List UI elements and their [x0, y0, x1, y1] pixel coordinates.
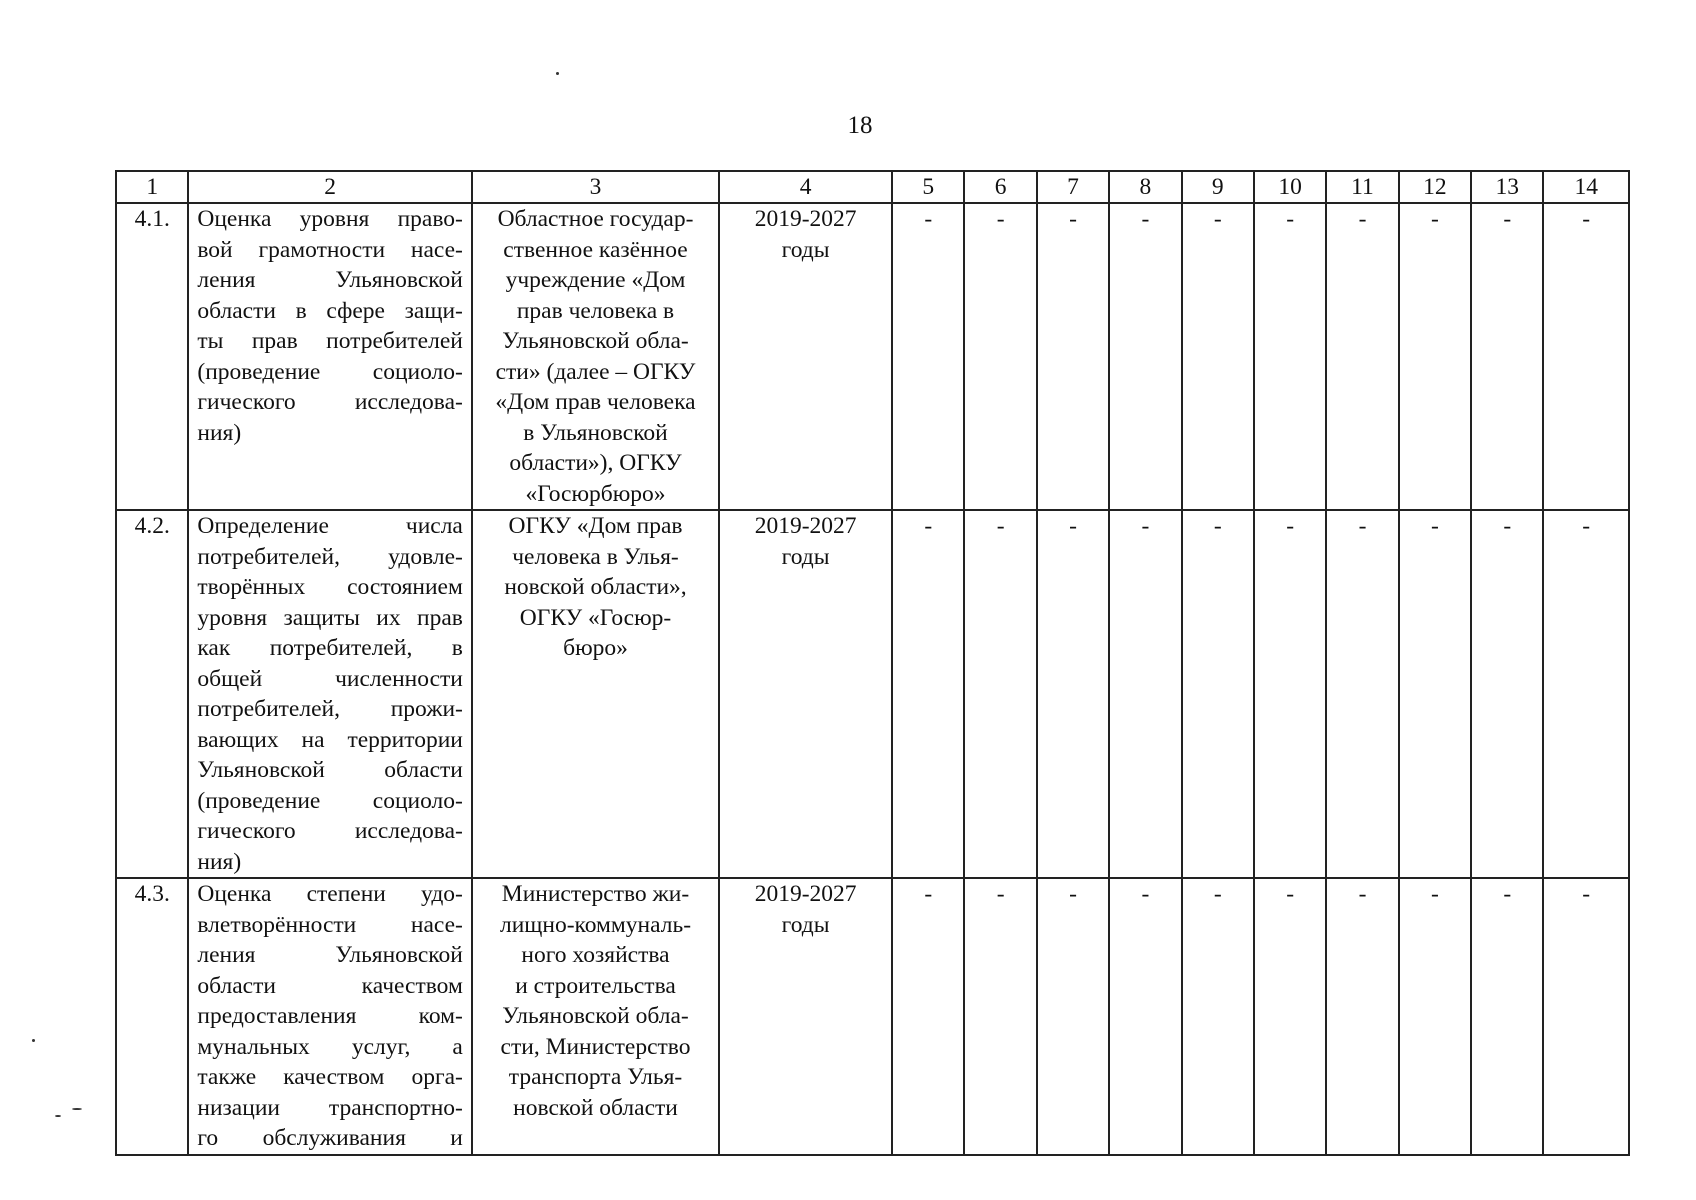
description-line: ления Ульяновской	[197, 942, 463, 968]
responsible-line: сти» (далее – ОГКУ	[495, 358, 696, 385]
description-line: гического исследова-	[197, 389, 463, 415]
responsible-line: учреждение «Дом	[505, 267, 686, 293]
value-cell: -	[1109, 878, 1181, 1155]
years-line: 2019-2027	[754, 206, 857, 232]
implementation-years	[719, 878, 892, 1155]
column-header: 12	[1399, 171, 1471, 203]
column-header: 13	[1471, 171, 1543, 203]
responsible-line: Ульяновской обла-	[502, 328, 689, 354]
value-cell: -	[1543, 203, 1629, 510]
column-header: 1	[116, 171, 188, 203]
responsible-line: Ульяновской обла-	[502, 1003, 689, 1029]
description-line: общей численности	[197, 665, 463, 692]
description-line: творённых состоянием	[197, 574, 463, 600]
description-line: ления Ульяновской	[197, 267, 463, 293]
responsible-line: новской области»,	[504, 574, 687, 600]
responsible-line: и строительства	[515, 972, 676, 999]
responsible-line: Министерство жи-	[501, 881, 690, 907]
years-line: 2019-2027	[754, 881, 857, 907]
table-row	[116, 878, 1629, 1155]
value-cell: -	[1037, 510, 1109, 878]
column-header: 5	[892, 171, 964, 203]
responsible-line: ОГКУ «Госюр-	[519, 604, 672, 631]
value-cell: -	[1326, 878, 1398, 1155]
responsible-line: «Дом прав человека	[495, 389, 696, 415]
description-line: предоставления ком-	[197, 1003, 463, 1029]
value-cell: -	[1471, 878, 1543, 1155]
responsible-line: транспорта Улья-	[508, 1064, 683, 1090]
description-line: области качеством	[197, 972, 463, 999]
column-header: 14	[1543, 171, 1629, 203]
value-cell: -	[1326, 203, 1398, 510]
description-line: Оценка уровня право-	[197, 206, 463, 232]
activity-description	[188, 510, 471, 878]
description-line: потребителей, удовле-	[197, 543, 463, 570]
description-line: гического исследова-	[197, 818, 463, 844]
value-cell: -	[1037, 203, 1109, 510]
table-row	[116, 203, 1629, 510]
description-line: области в сфере защи-	[197, 297, 463, 324]
responsible-line: «Госюрбюро»	[525, 480, 666, 507]
value-cell: -	[1037, 878, 1109, 1155]
value-cell: -	[964, 878, 1036, 1155]
value-cell: -	[1543, 878, 1629, 1155]
description-line: как потребителей, в	[197, 635, 463, 661]
value-cell: -	[1399, 878, 1471, 1155]
column-header: 3	[472, 171, 719, 203]
column-header: 11	[1326, 171, 1398, 203]
description-line: влетворённости насе-	[197, 911, 463, 938]
responsible-executor	[472, 203, 719, 510]
responsible-line: Областное государ-	[497, 206, 694, 232]
column-header: 8	[1109, 171, 1181, 203]
value-cell: -	[892, 510, 964, 878]
header-row	[116, 171, 1629, 203]
value-cell: -	[1399, 203, 1471, 510]
scan-speck	[55, 1115, 61, 1117]
responsible-line: новской области	[513, 1094, 678, 1121]
scan-speck	[72, 1108, 82, 1110]
value-cell: -	[964, 510, 1036, 878]
value-cell: -	[1109, 510, 1181, 878]
column-header: 6	[964, 171, 1036, 203]
description-line: ния)	[197, 848, 242, 875]
implementation-years	[719, 203, 892, 510]
scan-speck	[32, 1039, 35, 1042]
value-cell: -	[1182, 878, 1254, 1155]
value-cell: -	[1399, 510, 1471, 878]
responsible-line: ного хозяйства	[521, 942, 670, 968]
responsible-executor	[472, 510, 719, 878]
scan-speck	[556, 72, 559, 75]
description-line: мунальных услуг, а	[197, 1033, 463, 1060]
column-header: 7	[1037, 171, 1109, 203]
value-cell: -	[1254, 510, 1326, 878]
value-cell: -	[1109, 203, 1181, 510]
value-cell: -	[892, 878, 964, 1155]
responsible-line: сти, Министерство	[500, 1033, 691, 1060]
responsible-line: прав человека в	[516, 297, 675, 324]
implementation-years	[719, 510, 892, 878]
activity-description	[188, 203, 471, 510]
responsible-line: области»), ОГКУ	[509, 450, 682, 476]
description-line: го обслуживания и	[197, 1125, 463, 1151]
row-number: 4.1.	[116, 203, 188, 510]
description-line: низации транспортно-	[197, 1094, 463, 1121]
column-header: 2	[188, 171, 471, 203]
value-cell: -	[964, 203, 1036, 510]
description-line: также качеством орга-	[197, 1064, 463, 1090]
column-header: 9	[1182, 171, 1254, 203]
description-line: Определение числа	[197, 513, 463, 539]
program-table	[115, 170, 1630, 1156]
years-line: годы	[781, 543, 830, 570]
responsible-line: в Ульяновской	[523, 419, 668, 446]
years-line: годы	[781, 911, 830, 938]
value-cell: -	[1326, 510, 1398, 878]
column-header: 10	[1254, 171, 1326, 203]
value-cell: -	[1182, 510, 1254, 878]
description-line: Оценка степени удо-	[197, 881, 463, 907]
description-line: ния)	[197, 419, 242, 446]
value-cell: -	[1471, 203, 1543, 510]
responsible-line: бюро»	[563, 635, 628, 661]
years-line: 2019-2027	[754, 513, 857, 539]
years-line: годы	[781, 236, 830, 263]
description-line: уровня защиты их прав	[197, 604, 463, 631]
value-cell: -	[1471, 510, 1543, 878]
value-cell: -	[1254, 878, 1326, 1155]
responsible-line: лищно-коммуналь-	[499, 911, 692, 938]
description-line: ты прав потребителей	[197, 328, 463, 354]
description-line: (проведение социоло-	[197, 358, 463, 385]
value-cell: -	[892, 203, 964, 510]
row-number: 4.2.	[116, 510, 188, 878]
description-line: вой грамотности насе-	[197, 236, 463, 263]
description-line: потребителей, прожи-	[197, 696, 463, 722]
responsible-executor	[472, 878, 719, 1155]
row-number: 4.3.	[116, 878, 188, 1155]
responsible-line: ОГКУ «Дом прав	[508, 513, 683, 539]
description-line: Ульяновской области	[197, 757, 463, 783]
responsible-line: ственное казённое	[503, 236, 688, 263]
description-line: (проведение социоло-	[197, 787, 463, 814]
page-number: 18	[847, 112, 873, 139]
description-line: вающих на территории	[197, 726, 463, 753]
value-cell: -	[1254, 203, 1326, 510]
responsible-line: человека в Улья-	[512, 543, 679, 570]
column-header: 4	[719, 171, 892, 203]
value-cell: -	[1182, 203, 1254, 510]
activity-description	[188, 878, 471, 1155]
value-cell: -	[1543, 510, 1629, 878]
table-row	[116, 510, 1629, 878]
